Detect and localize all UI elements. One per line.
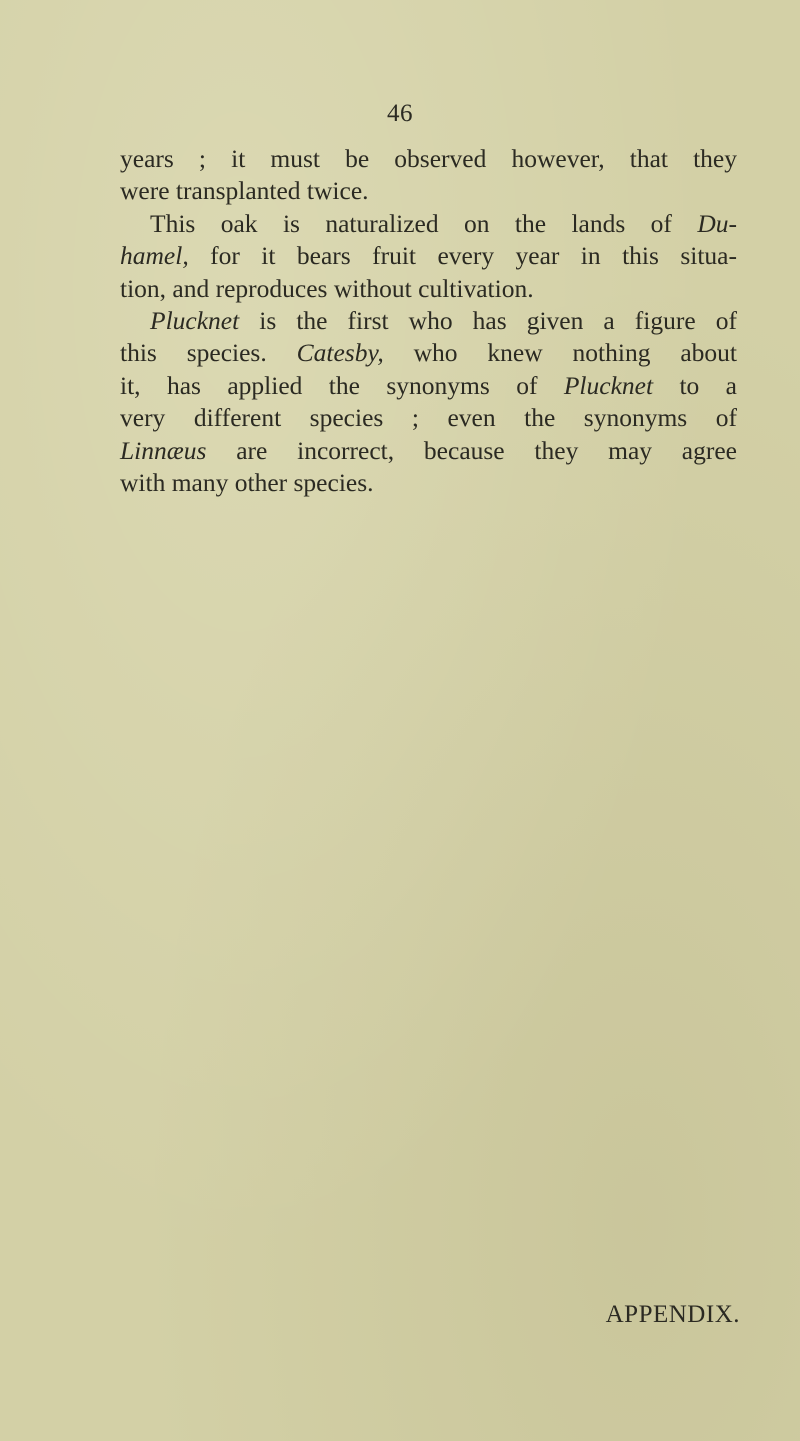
italic-name: Linnæus [120,435,207,465]
text-line-1: years ; it must be observed however, that they [120,144,737,173]
text-line-5: tion, and reproduces without cultivation. [120,273,534,303]
text-line-9: very different species ; even the synonyms of [120,403,737,433]
catchword: APPENDIX. [605,1301,740,1328]
text-line-4: hamel, for it bears fruit every year in this situa- [120,241,737,271]
italic-name: Du- [697,208,737,238]
italic-name: Plucknet [150,306,240,336]
text-line-6: Plucknet is the first who has given a figure of [150,306,737,336]
text-line-2: were transplanted twice. [120,176,369,206]
body-text [120,143,737,499]
text-line-8: it, has applied the synonyms of Plucknet to a [120,370,738,400]
italic-name: Plucknet [563,370,654,400]
text-line-3: This oak is naturalized on the lands of Du- [150,208,737,238]
page-number: 46 [387,100,413,127]
text-line-7: this species. Catesby, who knew nothing about [120,338,737,368]
italic-name: hamel, [120,241,189,271]
text-line-11: with many other species. [120,468,374,498]
italic-name: Catesby, [296,338,384,368]
text-line-10: Linnæus are incorrect, because they may agree [120,435,737,465]
